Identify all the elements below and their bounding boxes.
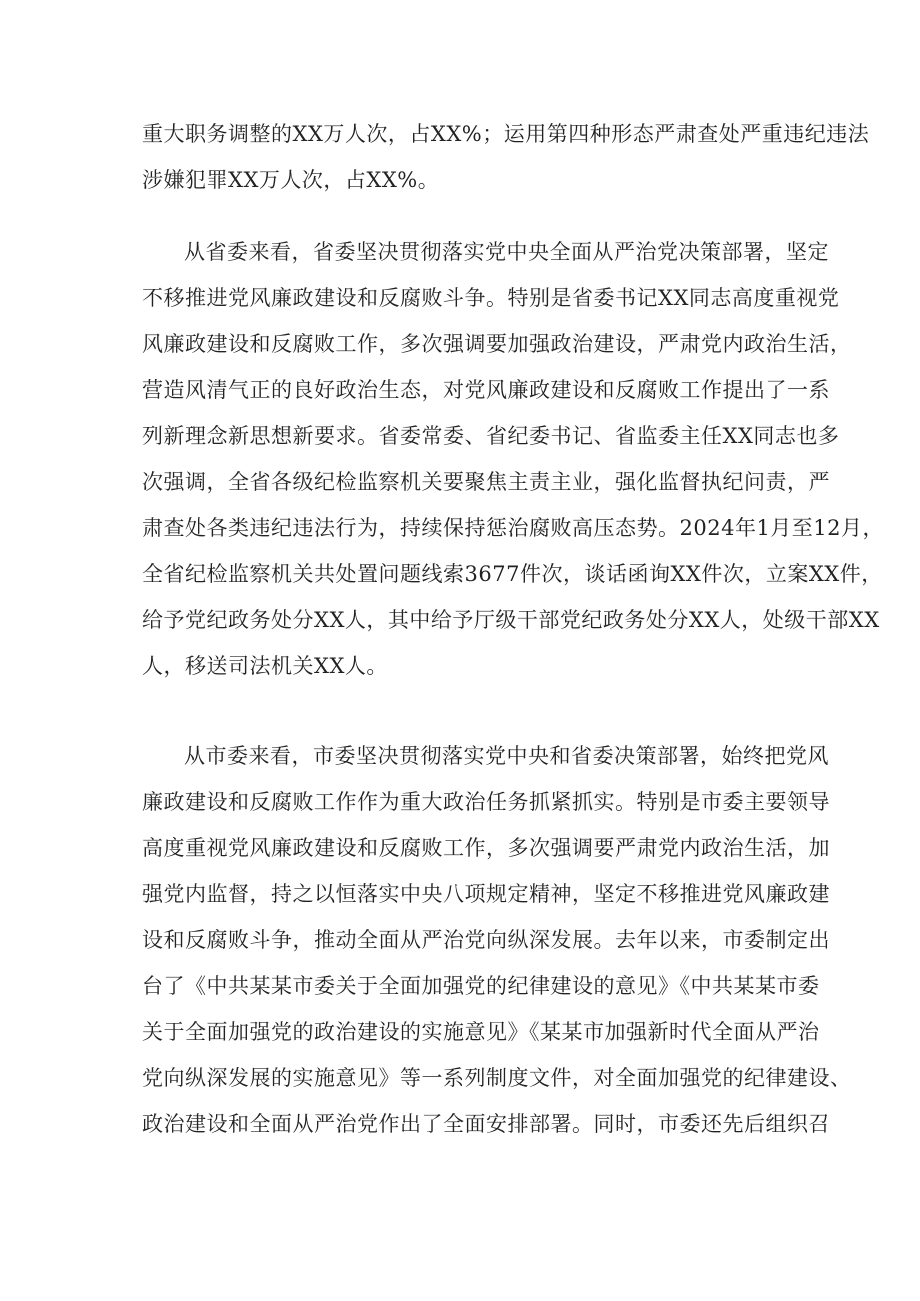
paragraph-3-line-9: 政治建设和全面从严治党作出了全面安排部署。同时，市委还先后组织召 xyxy=(142,1112,830,1136)
paragraph-3-line-8: 党向纵深发展的实施意见》等一系列制度文件，对全面加强党的纪律建设、 xyxy=(142,1066,852,1090)
paragraph-3-line-1: 从市委来看，市委坚决贯彻落实党中央和省委决策部署，始终把党风 xyxy=(184,744,829,768)
paragraph-3-line-6: 台了《中共某某市委关于全面加强党的纪律建设的意见》《中共某某市委 xyxy=(142,974,820,998)
paragraph-2-line-4: 营造风清气正的良好政治生态，对党风廉政建设和反腐败工作提出了一系 xyxy=(142,378,830,402)
paragraph-2-line-5: 列新理念新思想新要求。省委常委、省纪委书记、省监委主任XX同志也多 xyxy=(142,424,840,448)
paragraph-2-line-8: 全省纪检监察机关共处置问题线索3677件次，谈话函询XX件次，立案XX件， xyxy=(142,562,883,586)
paragraph-2-line-9: 给予党纪政务处分XX人，其中给予厅级干部党纪政务处分XX人，处级干部XX xyxy=(142,608,880,632)
paragraph-2-line-6: 次强调，全省各级纪检监察机关要聚焦主责主业，强化监督执纪问责，严 xyxy=(142,470,830,494)
paragraph-1-line-2: 涉嫌犯罪XX万人次，占XX%。 xyxy=(142,168,440,192)
paragraph-2-line-2: 不移推进党风廉政建设和反腐败斗争。特别是省委书记XX同志高度重视党 xyxy=(142,286,840,310)
paragraph-2-line-3: 风廉政建设和反腐败工作，多次强调要加强政治建设，严肃党内政治生活， xyxy=(142,332,852,356)
paragraph-2-line-7: 肃查处各类违纪违法行为，持续保持惩治腐败高压态势。2024年1月至12月， xyxy=(142,516,885,540)
paragraph-1-line-1: 重大职务调整的XX万人次，占XX%；运用第四种形态严肃查处严重违纪违法 xyxy=(142,122,870,146)
paragraph-3-line-3: 高度重视党风廉政建设和反腐败工作，多次强调要严肃党内政治生活，加 xyxy=(142,836,830,860)
paragraph-3-line-4: 强党内监督，持之以恒落实中央八项规定精神，坚定不移推进党风廉政建 xyxy=(142,882,830,906)
paragraph-3-line-2: 廉政建设和反腐败工作作为重大政治任务抓紧抓实。特别是市委主要领导 xyxy=(142,790,830,814)
paragraph-2-line-1: 从省委来看，省委坚决贯彻落实党中央全面从严治党决策部署，坚定 xyxy=(184,240,829,264)
paragraph-3-line-5: 设和反腐败斗争，推动全面从严治党向纵深发展。去年以来，市委制定出 xyxy=(142,928,830,952)
paragraph-3-line-7: 关于全面加强党的政治建设的实施意见》《某某市加强新时代全面从严治 xyxy=(142,1020,820,1044)
paragraph-2-line-10: 人，移送司法机关XX人。 xyxy=(142,654,388,678)
